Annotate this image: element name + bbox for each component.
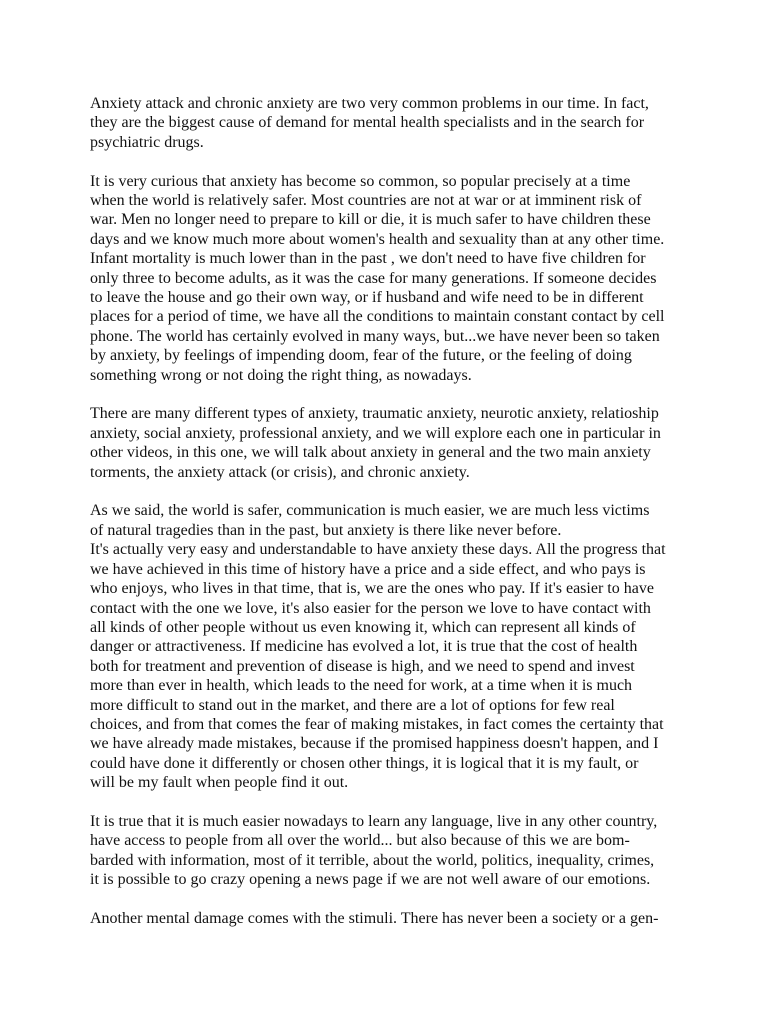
text-line: It is true that it is much easier nowadays to learn any language, live in any other country, — [90, 812, 658, 830]
text-line: torments, the anxiety attack (or crisis), and chronic anxiety. — [90, 463, 470, 481]
text-line: It's actually very easy and understandable to have anxiety these days. All the progress that — [90, 541, 666, 559]
text-line: we have already made mistakes, because if the promised happiness doesn't happen, and I — [90, 735, 659, 753]
text-line: It is very curious that anxiety has become so common, so popular precisely at a time — [90, 172, 631, 190]
text-line: have access to people from all over the world... but also because of this we are bom- — [90, 832, 630, 850]
text-line: barded with information, most of it terrible, about the world, politics, inequality, crimes, — [90, 851, 655, 869]
text-line: There are many different types of anxiety, traumatic anxiety, neurotic anxiety, relatioship — [90, 405, 659, 423]
text-line: choices, and from that comes the fear of making mistakes, in fact comes the certainty that — [90, 715, 664, 733]
text-line: days and we know much more about women's health and sexuality than at any other time. — [90, 230, 665, 248]
text-line: Anxiety attack and chronic anxiety are two very common problems in our time. In fact, — [90, 95, 649, 112]
paragraph-7 — [90, 909, 688, 928]
text-line: psychiatric drugs. — [90, 133, 204, 151]
text-line: only three to become adults, as it was the case for many generations. If someone decides — [90, 269, 657, 287]
paragraph-1 — [90, 94, 688, 152]
text-line: when the world is relatively safer. Most countries are not at war or at imminent risk of — [90, 192, 642, 210]
text-line: more than ever in health, which leads to the need for work, at a time when it is much — [90, 677, 633, 695]
text-line: war. Men no longer need to prepare to kill or die, it is much safer to have children these — [90, 211, 651, 229]
text-line: danger or attractiveness. If medicine has evolved a lot, it is true that the cost of health — [90, 638, 638, 656]
text-line: As we said, the world is safer, communication is much easier, we are much less victims — [90, 502, 650, 520]
text-line: of natural tragedies than in the past, but anxiety is there like never before. — [90, 521, 562, 539]
text-line: they are the biggest cause of demand for mental health specialists and in the search for — [90, 114, 645, 132]
paragraph-5 — [90, 540, 688, 792]
text-line: who enjoys, who lives in that time, that is, we are the ones who pay. If it's easier to have — [90, 580, 654, 598]
text-line: it is possible to go crazy opening a news page if we are not well aware of our emotions. — [90, 871, 651, 889]
text-line: could have done it differently or chosen other things, it is logical that it is my fault, or — [90, 754, 639, 772]
text-line: will be my fault when people find it out. — [90, 774, 349, 792]
text-line: we have achieved in this time of history have a price and a side effect, and who pays is — [90, 560, 646, 578]
text-line: Infant mortality is much lower than in the past , we don't need to have five children for — [90, 250, 646, 268]
paragraph-2 — [90, 172, 688, 385]
text-line: all kinds of other people without us even knowing it, which can represent all kinds of — [90, 618, 636, 636]
text-line: anxiety, social anxiety, professional anxiety, and we will explore each one in particular in — [90, 424, 661, 442]
text-line: by anxiety, by feelings of impending doom, fear of the future, or the feeling of doing — [90, 347, 632, 365]
text-line: places for a period of time, we have all the conditions to maintain constant contact by cell — [90, 308, 665, 326]
text-line: something wrong or not doing the right thing, as nowadays. — [90, 366, 472, 384]
paragraph-4 — [90, 501, 688, 540]
text-line: more difficult to stand out in the market, and there are a lot of options for few real — [90, 696, 615, 714]
text-line: both for treatment and prevention of disease is high, and we need to spend and invest — [90, 657, 635, 675]
text-line: contact with the one we love, it's also easier for the person we love to have contact with — [90, 599, 651, 617]
text-line: Another mental damage comes with the stimuli. There has never been a society or a gen- — [90, 909, 659, 927]
text-line: to leave the house and go their own way, or if husband and wife need to be in different — [90, 289, 644, 307]
text-line: other videos, in this one, we will talk about anxiety in general and the two main anxiety — [90, 444, 651, 462]
paragraph-3 — [90, 404, 688, 482]
text-line: phone. The world has certainly evolved in many ways, but...we have never been so taken — [90, 327, 660, 345]
paragraph-6 — [90, 812, 688, 890]
